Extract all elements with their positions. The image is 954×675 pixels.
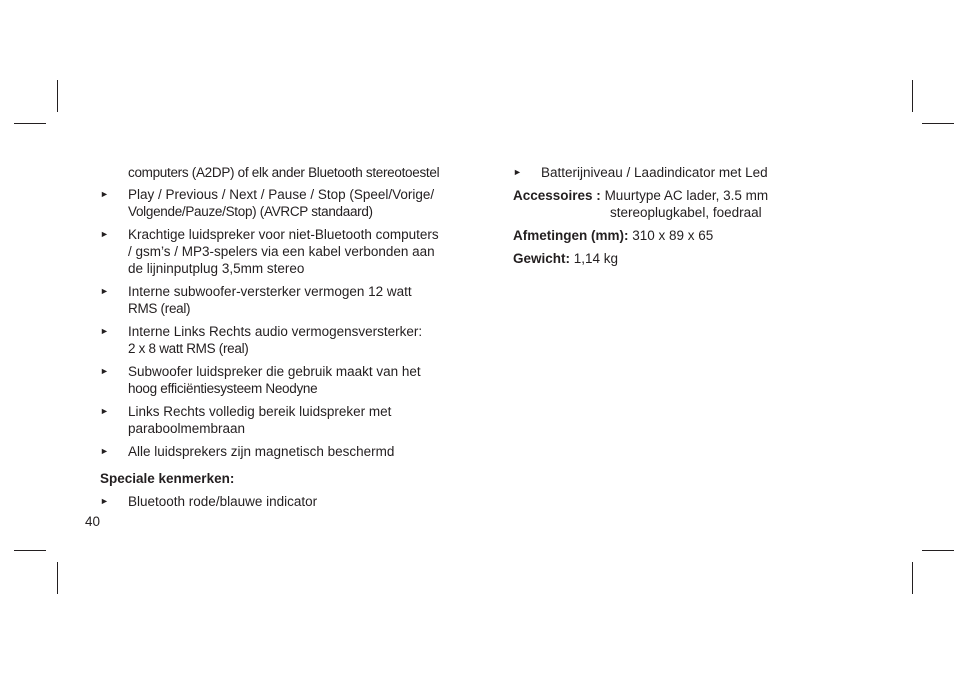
bullet-text: Links Rechts volledig bereik luidspreker met [128, 404, 392, 419]
dimensions-value: 310 x 89 x 65 [628, 228, 714, 243]
bullet-arrow-icon: ► [100, 406, 109, 416]
special-features-heading: Speciale kenmerken: [100, 471, 235, 486]
bullet-text: Interne Links Rechts audio vermogensversterker: [128, 324, 423, 339]
dimensions-spec [513, 227, 803, 244]
feature-bullet [100, 323, 460, 357]
feature-bullet [100, 363, 460, 397]
feature-bullet [513, 164, 803, 181]
dimensions-label: Afmetingen (mm): [513, 228, 629, 243]
feature-bullet [100, 443, 460, 460]
bullet-arrow-icon: ► [100, 496, 109, 506]
crop-mark [922, 123, 954, 124]
bullet-arrow-icon: ► [100, 326, 109, 336]
feature-bullet [100, 186, 460, 220]
special-feature-bullet [100, 493, 460, 510]
crop-mark [14, 550, 46, 551]
bullet-arrow-icon: ► [100, 286, 109, 296]
bullet-text: Batterijniveau / Laadindicator met Led [541, 165, 768, 180]
bullet-text: Krachtige luidspreker voor niet-Bluetooth computers [128, 227, 439, 242]
bullet-text: Subwoofer luidspreker die gebruik maakt van het [128, 364, 421, 379]
accessories-value: Muurtype AC lader, 3.5 mm [600, 188, 769, 203]
feature-bullet [100, 226, 460, 277]
continuation-line: computers (A2DP) of elk ander Bluetooth stereotoestel [128, 165, 440, 180]
bullet-arrow-icon: ► [100, 189, 109, 199]
bullet-text: paraboolmembraan [128, 421, 246, 436]
bullet-text: Interne subwoofer-versterker vermogen 12 watt [128, 284, 412, 299]
page-number: 40 [85, 514, 101, 529]
crop-mark [922, 550, 954, 551]
crop-mark [57, 562, 58, 594]
bullet-text: RMS (real) [128, 301, 191, 316]
accessories-label: Accessoires : [513, 188, 601, 203]
bullet-text: 2 x 8 watt RMS (real) [128, 341, 249, 356]
bullet-arrow-icon: ► [100, 366, 109, 376]
crop-mark [912, 80, 913, 112]
weight-spec [513, 250, 803, 267]
accessories-value-continued: stereoplugkabel, foedraal [610, 205, 762, 220]
feature-bullet [100, 403, 460, 437]
bullet-text: Bluetooth rode/blauwe indicator [128, 494, 318, 509]
bullet-text: Play / Previous / Next / Pause / Stop (Speel/Vorige/ [128, 187, 435, 202]
bullet-arrow-icon: ► [100, 446, 109, 456]
bullet-text: de lijninputplug 3,5mm stereo [128, 261, 305, 276]
bullet-text: / gsm’s / MP3-spelers via een kabel verbonden aan [128, 244, 435, 259]
right-column [513, 164, 803, 273]
bullet-text: Volgende/Pauze/Stop) (AVRCP standaard) [128, 204, 373, 219]
weight-value: 1,14 kg [570, 251, 619, 266]
bullet-arrow-icon: ► [513, 167, 522, 177]
weight-label: Gewicht: [513, 251, 571, 266]
bullet-arrow-icon: ► [100, 229, 109, 239]
bullet-text: hoog efficiëntiesysteem Neodyne [128, 381, 318, 396]
crop-mark [14, 123, 46, 124]
left-column [100, 164, 460, 516]
feature-bullet [100, 283, 460, 317]
accessories-spec [513, 187, 803, 221]
crop-mark [912, 562, 913, 594]
crop-mark [57, 80, 58, 112]
bullet-text: Alle luidsprekers zijn magnetisch beschermd [128, 444, 395, 459]
